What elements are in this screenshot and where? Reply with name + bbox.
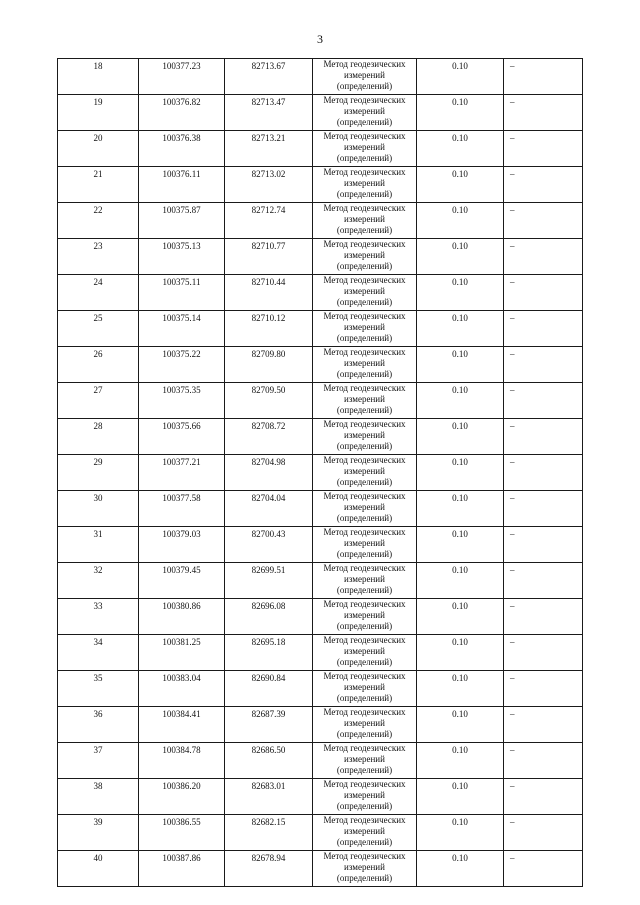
method-line: Метод геодезических bbox=[323, 347, 406, 357]
method-cell bbox=[313, 275, 417, 311]
method-cell bbox=[313, 815, 417, 851]
accuracy-cell: 0.10 bbox=[417, 347, 504, 383]
method-cell bbox=[313, 563, 417, 599]
method-line: Метод геодезических bbox=[323, 383, 406, 393]
coordinate-x-cell: 100379.45 bbox=[139, 563, 225, 599]
coordinates-table bbox=[57, 58, 583, 887]
coordinate-x-cell: 100376.11 bbox=[139, 167, 225, 203]
note-cell: – bbox=[504, 311, 583, 347]
accuracy-cell: 0.10 bbox=[417, 563, 504, 599]
coordinate-x-cell: 100386.55 bbox=[139, 815, 225, 851]
method-line: измерений bbox=[344, 106, 385, 116]
table-row bbox=[58, 239, 583, 275]
method-line: (определений) bbox=[336, 513, 393, 523]
method-cell bbox=[313, 311, 417, 347]
point-number-cell: 20 bbox=[58, 131, 139, 167]
method-line: измерений bbox=[344, 142, 385, 152]
accuracy-cell: 0.10 bbox=[417, 671, 504, 707]
table-row bbox=[58, 635, 583, 671]
coordinate-x-cell: 100376.82 bbox=[139, 95, 225, 131]
method-line: измерений bbox=[344, 610, 385, 620]
method-line: (определений) bbox=[336, 729, 393, 739]
method-line: Метод геодезических bbox=[323, 203, 406, 213]
accuracy-cell: 0.10 bbox=[417, 131, 504, 167]
table-row bbox=[58, 347, 583, 383]
method-line: измерений bbox=[344, 430, 385, 440]
coordinate-x-cell: 100384.78 bbox=[139, 743, 225, 779]
method-line: (определений) bbox=[336, 225, 393, 235]
point-number-cell: 37 bbox=[58, 743, 139, 779]
point-number-cell: 33 bbox=[58, 599, 139, 635]
note-cell: – bbox=[504, 455, 583, 491]
method-line: измерений bbox=[344, 574, 385, 584]
coordinate-x-cell: 100380.86 bbox=[139, 599, 225, 635]
table-row bbox=[58, 203, 583, 239]
accuracy-cell: 0.10 bbox=[417, 167, 504, 203]
method-cell bbox=[313, 167, 417, 203]
method-line: (определений) bbox=[336, 441, 393, 451]
method-cell bbox=[313, 203, 417, 239]
point-number-cell: 26 bbox=[58, 347, 139, 383]
table-row bbox=[58, 563, 583, 599]
method-line: (определений) bbox=[336, 189, 393, 199]
coordinate-y-cell: 82683.01 bbox=[225, 779, 313, 815]
accuracy-cell: 0.10 bbox=[417, 635, 504, 671]
method-line: Метод геодезических bbox=[323, 851, 406, 861]
point-number-cell: 40 bbox=[58, 851, 139, 887]
coordinate-y-cell: 82710.44 bbox=[225, 275, 313, 311]
method-line: Метод геодезических bbox=[323, 635, 406, 645]
note-cell: – bbox=[504, 383, 583, 419]
accuracy-cell: 0.10 bbox=[417, 743, 504, 779]
method-line: измерений bbox=[344, 538, 385, 548]
point-number-cell: 39 bbox=[58, 815, 139, 851]
method-line: (определений) bbox=[336, 297, 393, 307]
coordinate-y-cell: 82710.77 bbox=[225, 239, 313, 275]
note-cell: – bbox=[504, 635, 583, 671]
accuracy-cell: 0.10 bbox=[417, 491, 504, 527]
coordinate-y-cell: 82699.51 bbox=[225, 563, 313, 599]
method-cell bbox=[313, 347, 417, 383]
table-row bbox=[58, 59, 583, 95]
note-cell: – bbox=[504, 851, 583, 887]
coordinate-x-cell: 100375.35 bbox=[139, 383, 225, 419]
accuracy-cell: 0.10 bbox=[417, 707, 504, 743]
note-cell: – bbox=[504, 707, 583, 743]
method-line: измерений bbox=[344, 358, 385, 368]
method-line: измерений bbox=[344, 502, 385, 512]
accuracy-cell: 0.10 bbox=[417, 383, 504, 419]
method-line: измерений bbox=[344, 178, 385, 188]
coordinate-y-cell: 82710.12 bbox=[225, 311, 313, 347]
method-line: измерений bbox=[344, 214, 385, 224]
method-line: измерений bbox=[344, 322, 385, 332]
method-line: (определений) bbox=[336, 621, 393, 631]
method-line: (определений) bbox=[336, 657, 393, 667]
coordinate-x-cell: 100375.11 bbox=[139, 275, 225, 311]
method-line: (определений) bbox=[336, 837, 393, 847]
table-row bbox=[58, 311, 583, 347]
method-line: измерений bbox=[344, 862, 385, 872]
method-line: измерений bbox=[344, 70, 385, 80]
table-row bbox=[58, 599, 583, 635]
method-line: (определений) bbox=[336, 333, 393, 343]
method-line: (определений) bbox=[336, 693, 393, 703]
accuracy-cell: 0.10 bbox=[417, 95, 504, 131]
coordinate-y-cell: 82704.98 bbox=[225, 455, 313, 491]
point-number-cell: 22 bbox=[58, 203, 139, 239]
point-number-cell: 31 bbox=[58, 527, 139, 563]
coordinate-x-cell: 100387.86 bbox=[139, 851, 225, 887]
coordinate-y-cell: 82687.39 bbox=[225, 707, 313, 743]
accuracy-cell: 0.10 bbox=[417, 239, 504, 275]
table-row bbox=[58, 131, 583, 167]
accuracy-cell: 0.10 bbox=[417, 851, 504, 887]
method-line: (определений) bbox=[336, 801, 393, 811]
method-line: Метод геодезических bbox=[323, 527, 406, 537]
table-row bbox=[58, 491, 583, 527]
method-cell bbox=[313, 851, 417, 887]
method-line: (определений) bbox=[336, 405, 393, 415]
point-number-cell: 34 bbox=[58, 635, 139, 671]
method-cell bbox=[313, 419, 417, 455]
method-line: Метод геодезических bbox=[323, 239, 406, 249]
method-line: Метод геодезических bbox=[323, 167, 406, 177]
coordinate-x-cell: 100375.14 bbox=[139, 311, 225, 347]
coordinate-y-cell: 82713.67 bbox=[225, 59, 313, 95]
coordinate-y-cell: 82696.08 bbox=[225, 599, 313, 635]
method-line: (определений) bbox=[336, 81, 393, 91]
method-line: измерений bbox=[344, 250, 385, 260]
method-line: (определений) bbox=[336, 549, 393, 559]
method-cell bbox=[313, 239, 417, 275]
point-number-cell: 18 bbox=[58, 59, 139, 95]
method-line: измерений bbox=[344, 286, 385, 296]
method-line: Метод геодезических bbox=[323, 59, 406, 69]
table-row bbox=[58, 275, 583, 311]
table-row bbox=[58, 527, 583, 563]
method-line: измерений bbox=[344, 754, 385, 764]
note-cell: – bbox=[504, 743, 583, 779]
accuracy-cell: 0.10 bbox=[417, 779, 504, 815]
method-line: Метод геодезических bbox=[323, 563, 406, 573]
point-number-cell: 30 bbox=[58, 491, 139, 527]
method-cell bbox=[313, 95, 417, 131]
coordinate-y-cell: 82686.50 bbox=[225, 743, 313, 779]
method-line: (определений) bbox=[336, 765, 393, 775]
method-line: измерений bbox=[344, 826, 385, 836]
method-cell bbox=[313, 491, 417, 527]
note-cell: – bbox=[504, 599, 583, 635]
coordinate-y-cell: 82709.80 bbox=[225, 347, 313, 383]
method-line: измерений bbox=[344, 394, 385, 404]
point-number-cell: 32 bbox=[58, 563, 139, 599]
point-number-cell: 28 bbox=[58, 419, 139, 455]
table-row bbox=[58, 779, 583, 815]
table-row bbox=[58, 671, 583, 707]
coordinate-x-cell: 100375.87 bbox=[139, 203, 225, 239]
note-cell: – bbox=[504, 815, 583, 851]
coordinate-y-cell: 82709.50 bbox=[225, 383, 313, 419]
coordinate-x-cell: 100377.23 bbox=[139, 59, 225, 95]
coordinate-x-cell: 100377.58 bbox=[139, 491, 225, 527]
accuracy-cell: 0.10 bbox=[417, 59, 504, 95]
method-line: (определений) bbox=[336, 261, 393, 271]
coordinate-y-cell: 82712.74 bbox=[225, 203, 313, 239]
coordinate-y-cell: 82708.72 bbox=[225, 419, 313, 455]
method-cell bbox=[313, 599, 417, 635]
note-cell: – bbox=[504, 239, 583, 275]
method-line: измерений bbox=[344, 682, 385, 692]
method-line: Метод геодезических bbox=[323, 491, 406, 501]
method-line: (определений) bbox=[336, 369, 393, 379]
coordinate-x-cell: 100384.41 bbox=[139, 707, 225, 743]
method-cell bbox=[313, 671, 417, 707]
accuracy-cell: 0.10 bbox=[417, 455, 504, 491]
method-line: (определений) bbox=[336, 585, 393, 595]
table-row bbox=[58, 455, 583, 491]
method-cell bbox=[313, 527, 417, 563]
point-number-cell: 24 bbox=[58, 275, 139, 311]
point-number-cell: 19 bbox=[58, 95, 139, 131]
coordinate-x-cell: 100381.25 bbox=[139, 635, 225, 671]
coordinate-x-cell: 100377.21 bbox=[139, 455, 225, 491]
method-cell bbox=[313, 779, 417, 815]
accuracy-cell: 0.10 bbox=[417, 419, 504, 455]
method-line: Метод геодезических bbox=[323, 599, 406, 609]
note-cell: – bbox=[504, 671, 583, 707]
accuracy-cell: 0.10 bbox=[417, 599, 504, 635]
method-cell bbox=[313, 743, 417, 779]
note-cell: – bbox=[504, 779, 583, 815]
method-line: Метод геодезических bbox=[323, 95, 406, 105]
note-cell: – bbox=[504, 419, 583, 455]
note-cell: – bbox=[504, 59, 583, 95]
method-line: Метод геодезических bbox=[323, 455, 406, 465]
method-line: измерений bbox=[344, 646, 385, 656]
method-line: Метод геодезических bbox=[323, 275, 406, 285]
method-cell bbox=[313, 383, 417, 419]
note-cell: – bbox=[504, 491, 583, 527]
method-line: Метод геодезических bbox=[323, 743, 406, 753]
table-row bbox=[58, 383, 583, 419]
coordinate-x-cell: 100383.04 bbox=[139, 671, 225, 707]
coordinate-y-cell: 82704.04 bbox=[225, 491, 313, 527]
method-line: Метод геодезических bbox=[323, 311, 406, 321]
method-line: (определений) bbox=[336, 153, 393, 163]
method-line: (определений) bbox=[336, 873, 393, 883]
note-cell: – bbox=[504, 203, 583, 239]
note-cell: – bbox=[504, 347, 583, 383]
point-number-cell: 35 bbox=[58, 671, 139, 707]
method-line: измерений bbox=[344, 718, 385, 728]
method-cell bbox=[313, 635, 417, 671]
point-number-cell: 29 bbox=[58, 455, 139, 491]
note-cell: – bbox=[504, 167, 583, 203]
method-line: измерений bbox=[344, 790, 385, 800]
point-number-cell: 23 bbox=[58, 239, 139, 275]
method-line: (определений) bbox=[336, 117, 393, 127]
coordinate-y-cell: 82713.21 bbox=[225, 131, 313, 167]
note-cell: – bbox=[504, 527, 583, 563]
coordinate-x-cell: 100375.13 bbox=[139, 239, 225, 275]
point-number-cell: 36 bbox=[58, 707, 139, 743]
method-cell bbox=[313, 131, 417, 167]
table-row bbox=[58, 95, 583, 131]
accuracy-cell: 0.10 bbox=[417, 275, 504, 311]
point-number-cell: 21 bbox=[58, 167, 139, 203]
method-line: Метод геодезических bbox=[323, 131, 406, 141]
method-line: Метод геодезических bbox=[323, 779, 406, 789]
method-line: измерений bbox=[344, 466, 385, 476]
method-line: (определений) bbox=[336, 477, 393, 487]
table-row bbox=[58, 707, 583, 743]
coordinate-y-cell: 82678.94 bbox=[225, 851, 313, 887]
coordinate-y-cell: 82700.43 bbox=[225, 527, 313, 563]
method-line: Метод геодезических bbox=[323, 419, 406, 429]
note-cell: – bbox=[504, 131, 583, 167]
method-line: Метод геодезических bbox=[323, 815, 406, 825]
coordinate-y-cell: 82713.02 bbox=[225, 167, 313, 203]
coordinate-x-cell: 100386.20 bbox=[139, 779, 225, 815]
point-number-cell: 27 bbox=[58, 383, 139, 419]
coordinate-y-cell: 82695.18 bbox=[225, 635, 313, 671]
coordinate-x-cell: 100375.22 bbox=[139, 347, 225, 383]
accuracy-cell: 0.10 bbox=[417, 815, 504, 851]
page-number: 3 bbox=[317, 32, 323, 46]
coordinate-x-cell: 100376.38 bbox=[139, 131, 225, 167]
table-row bbox=[58, 815, 583, 851]
table-row bbox=[58, 419, 583, 455]
method-cell bbox=[313, 59, 417, 95]
accuracy-cell: 0.10 bbox=[417, 311, 504, 347]
table-row bbox=[58, 167, 583, 203]
coordinate-x-cell: 100379.03 bbox=[139, 527, 225, 563]
method-cell bbox=[313, 455, 417, 491]
note-cell: – bbox=[504, 563, 583, 599]
note-cell: – bbox=[504, 275, 583, 311]
table-row bbox=[58, 743, 583, 779]
method-line: Метод геодезических bbox=[323, 671, 406, 681]
point-number-cell: 25 bbox=[58, 311, 139, 347]
coordinate-x-cell: 100375.66 bbox=[139, 419, 225, 455]
method-cell bbox=[313, 707, 417, 743]
coordinate-y-cell: 82690.84 bbox=[225, 671, 313, 707]
note-cell: – bbox=[504, 95, 583, 131]
method-line: Метод геодезических bbox=[323, 707, 406, 717]
coordinate-y-cell: 82713.47 bbox=[225, 95, 313, 131]
accuracy-cell: 0.10 bbox=[417, 527, 504, 563]
coordinates-table-body bbox=[58, 59, 583, 887]
table-row bbox=[58, 851, 583, 887]
accuracy-cell: 0.10 bbox=[417, 203, 504, 239]
point-number-cell: 38 bbox=[58, 779, 139, 815]
coordinate-y-cell: 82682.15 bbox=[225, 815, 313, 851]
